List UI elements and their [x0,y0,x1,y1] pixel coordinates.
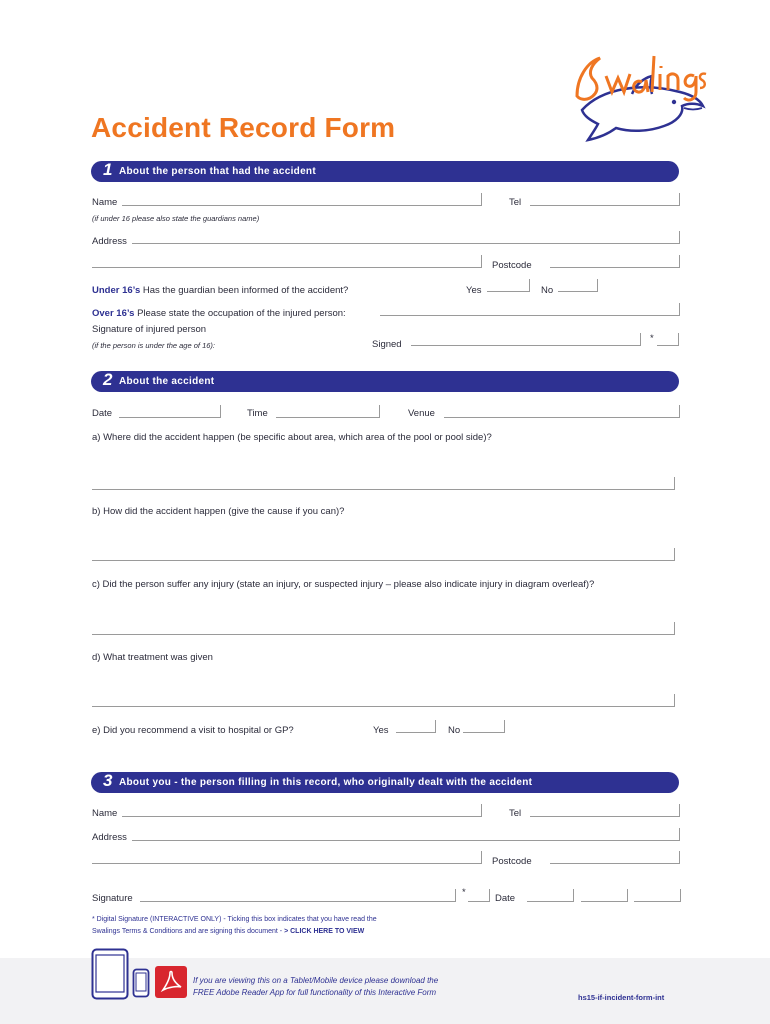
answer-a-field[interactable] [92,477,675,490]
section-3-header [91,772,679,793]
swalings-logo [572,48,707,146]
guardian-yes-field[interactable] [487,279,530,292]
digital-signature-note-line-1: * Digital Signature (INTERACTIVE ONLY) - Ticking this box indicates that you have read the [92,916,377,923]
under16-question [92,285,348,296]
guardian-yes-label: Yes [466,285,482,296]
dolphin-logo-icon [572,48,707,146]
reporter-signature-label: Signature [92,893,133,904]
reporter-address-field-line-2[interactable] [92,851,482,864]
reporter-address-label: Address [92,832,127,843]
signature-age-note: (if the person is under the age of 16): [92,341,215,350]
signed-asterisk: * [650,333,654,344]
occupation-field[interactable] [380,303,680,316]
reporter-date-year-field[interactable] [634,889,681,902]
guardian-no-label: No [541,285,554,296]
form-reference: hs15-if-incident-form-int [578,993,665,1002]
section-2-header [91,371,679,392]
reporter-tel-label: Tel [509,808,522,819]
question-c: c) Did the person suffer any injury (state an injury, or suspected injury – please also indicate injury in diagram overleaf)? [92,579,595,590]
reporter-name-label: Name [92,808,118,819]
hospital-yes-field[interactable] [396,720,436,733]
hospital-no-label: No [448,725,461,736]
postcode-label: Postcode [492,260,532,271]
signed-label: Signed [372,339,402,350]
reporter-signature-asterisk: * [462,887,466,898]
section-3-heading: About you - the person filling in this record, who originally dealt with the accident [119,777,533,788]
footer-text-line-2: FREE Adobe Reader App for full functionality of this Interactive Form [193,988,437,997]
section-1-header [91,161,679,182]
signed-digital-checkbox[interactable] [657,333,679,346]
tablet-icon [91,948,129,1003]
question-a: a) Where did the accident happen (be specific about area, which area of the pool or pool side)? [92,432,492,443]
footer-text-line-1: If you are viewing this on a Tablet/Mobile device please download the [193,976,439,985]
reporter-signature-field[interactable] [140,889,456,902]
over16-prefix: Over 16’s [92,308,135,319]
reporter-postcode-field[interactable] [550,851,680,864]
question-d: d) What treatment was given [92,652,213,663]
terms-link[interactable]: > CLICK HERE TO VIEW [284,928,365,935]
under16-text: Has the guardian been informed of the accident? [142,285,349,296]
digital-signature-note-line-2 [92,928,364,935]
date-field[interactable] [119,405,221,418]
name-field[interactable] [122,193,482,206]
guardian-no-field[interactable] [558,279,598,292]
venue-field[interactable] [444,405,680,418]
page-title: Accident Record Form [91,112,396,143]
answer-d-field[interactable] [92,694,675,707]
time-field[interactable] [276,405,380,418]
guardian-note: (if under 16 please also state the guardians name) [92,214,260,223]
hospital-no-field[interactable] [463,720,505,733]
address-label: Address [92,236,127,247]
reporter-date-label: Date [495,893,516,904]
hospital-yes-label: Yes [373,725,389,736]
section-1-number: 1 [103,160,113,179]
name-label: Name [92,197,118,208]
section-3-number: 3 [103,771,113,790]
reporter-date-month-field[interactable] [581,889,628,902]
signed-field[interactable] [411,333,641,346]
postcode-field[interactable] [550,255,680,268]
phone-icon [132,968,150,1001]
digital-signature-note-text: Swalings Terms & Conditions and are signing this document - [92,928,285,935]
reporter-date-day-field[interactable] [527,889,574,902]
tel-label: Tel [509,197,522,208]
question-b: b) How did the accident happen (give the cause if you can)? [92,506,345,517]
date-label: Date [92,408,113,419]
adobe-reader-icon[interactable] [155,966,187,1001]
question-e: e) Did you recommend a visit to hospital or GP? [92,725,294,736]
reporter-digital-checkbox[interactable] [468,889,490,902]
reporter-address-field-line-1[interactable] [132,828,680,841]
reporter-postcode-label: Postcode [492,856,532,867]
under16-prefix: Under 16’s [92,285,141,296]
section-2-heading: About the accident [119,376,215,387]
answer-b-field[interactable] [92,548,675,561]
section-1-heading: About the person that had the accident [119,166,316,177]
address-field-line-2[interactable] [92,255,482,268]
time-label: Time [247,408,268,419]
address-field-line-1[interactable] [132,231,680,244]
venue-label: Venue [408,408,435,419]
reporter-name-field[interactable] [122,804,482,817]
tel-field[interactable] [530,193,680,206]
over16-question [92,308,346,319]
over16-text: Please state the occupation of the injured person: [137,308,346,319]
reporter-tel-field[interactable] [530,804,680,817]
signature-injured-label: Signature of injured person [92,324,207,335]
answer-c-field[interactable] [92,622,675,635]
section-2-number: 2 [103,370,113,389]
